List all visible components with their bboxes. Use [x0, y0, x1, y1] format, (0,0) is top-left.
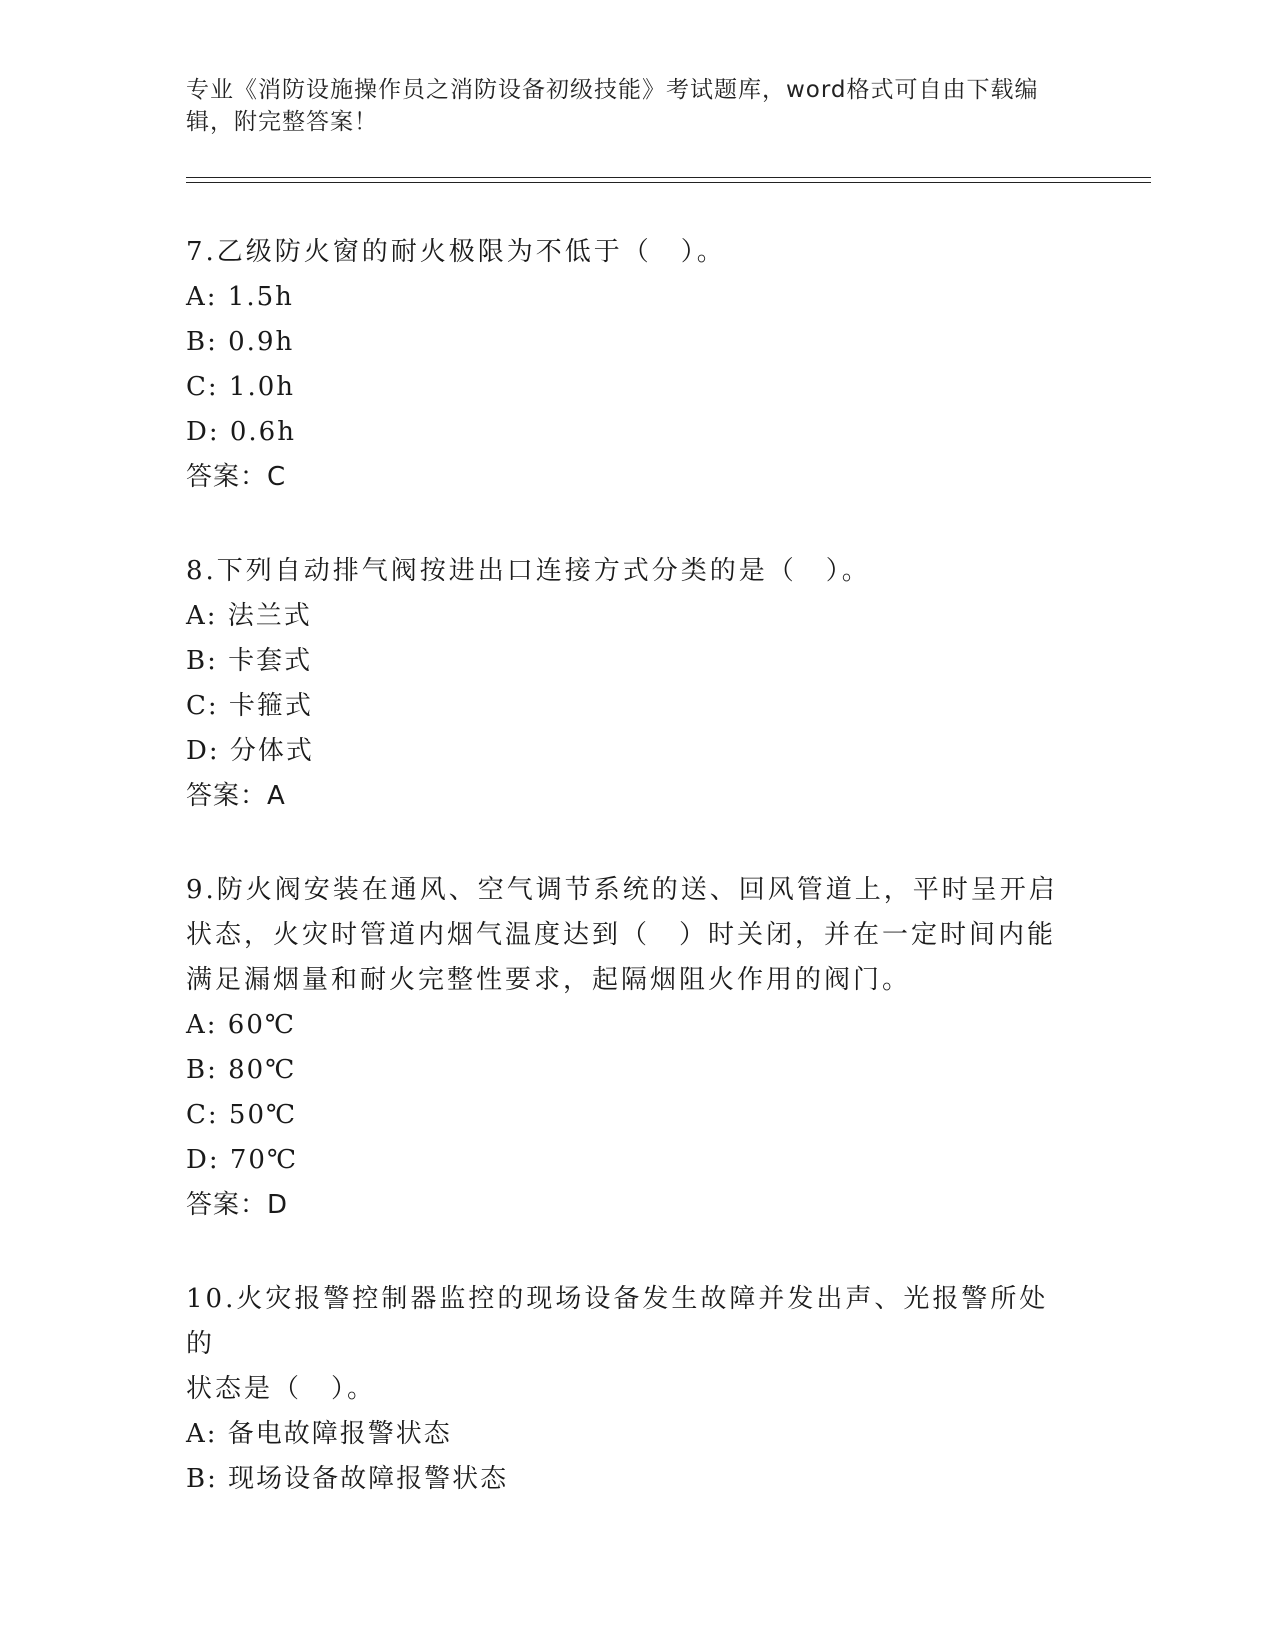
option-c: C: 50℃ [186, 1100, 298, 1130]
header-line-1: 专业《消防设施操作员之消防设备初级技能》考试题库，word格式可自由下载编 [186, 77, 1039, 103]
option-d: D: 70℃ [186, 1145, 299, 1175]
option-d: D: 分体式 [186, 736, 314, 766]
option-d: D: 0.6h [186, 417, 296, 447]
option-b: B: 0.9h [186, 327, 295, 357]
option-b: B: 80℃ [186, 1055, 297, 1085]
question-9 [186, 868, 1066, 1228]
option-c: C: 1.0h [186, 372, 296, 402]
header-divider-bottom [186, 182, 1151, 183]
question-stem-line-3: 满足漏烟量和耐火完整性要求，起隔烟阻火作用的阀门。 [186, 965, 912, 995]
option-b: B: 卡套式 [186, 646, 313, 676]
question-stem: 7.乙级防火窗的耐火极限为不低于（ ）。 [186, 237, 726, 267]
option-a: A: 60℃ [186, 1010, 296, 1040]
option-c: C: 卡箍式 [186, 691, 313, 721]
question-stem-line-1: 9.防火阀安装在通风、空气调节系统的送、回风管道上，平时呈开启 [186, 875, 1058, 905]
question-7 [186, 230, 1066, 500]
question-8 [186, 549, 1066, 819]
answer: 答案：D [186, 1190, 289, 1220]
option-b: B: 现场设备故障报警状态 [186, 1464, 509, 1494]
question-10 [186, 1277, 1066, 1502]
question-stem: 8.下列自动排气阀按进出口连接方式分类的是（ ）。 [186, 556, 871, 586]
option-a: A: 法兰式 [186, 601, 312, 631]
question-stem-line-1: 10.火灾报警控制器监控的现场设备发生故障并发出声、光报警所处的 [186, 1284, 1049, 1359]
question-stem-line-2: 状态是（ ）。 [186, 1374, 377, 1404]
question-stem-line-2: 状态，火灾时管道内烟气温度达到（ ）时关闭，并在一定时间内能 [186, 920, 1057, 950]
answer: 答案：C [186, 462, 287, 492]
option-a: A: 1.5h [186, 282, 294, 312]
option-a: A: 备电故障报警状态 [186, 1419, 452, 1449]
answer: 答案：A [186, 781, 286, 811]
document-header [186, 74, 1066, 138]
header-line-2: 辑，附完整答案！ [186, 109, 378, 135]
header-divider-top [186, 177, 1151, 178]
